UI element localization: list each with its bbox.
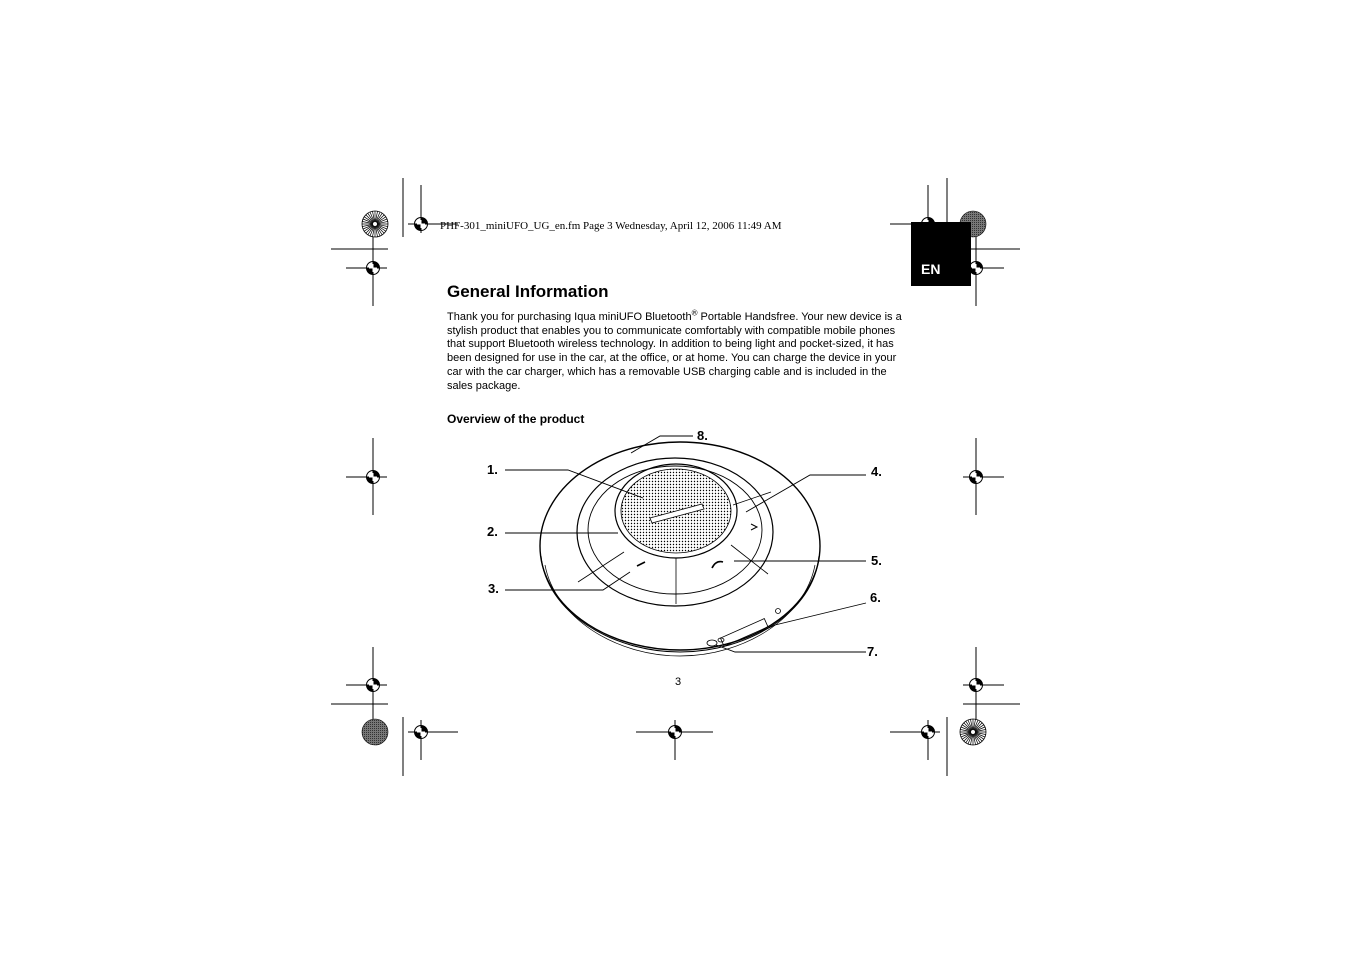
language-tab bbox=[911, 222, 971, 286]
document-slug: PHF-301_miniUFO_UG_en.fm Page 3 Wednesday, April 12, 2006 11:49 AM bbox=[440, 220, 782, 232]
callout-3: 3. bbox=[488, 581, 499, 596]
callout-7: 7. bbox=[867, 644, 878, 659]
intro-text-start: Thank you for purchasing Iqua miniUFO Bluetooth bbox=[447, 311, 692, 323]
callout-1: 1. bbox=[487, 462, 498, 477]
page-number: 3 bbox=[675, 676, 682, 688]
intro-text-rest: Portable Handsfree. Your new device is a stylish product that enables you to communicate comfortably with compatible mobile phones that support Bluetooth wireless technology. In addition to being light and pocket-sized, it has been designed for use in the car, at the office, or at home. You can charge the device in your car with the car charger, which has a removable USB charging cable and is included in the sales package. bbox=[447, 311, 902, 392]
intro-paragraph bbox=[447, 308, 909, 393]
callout-5: 5. bbox=[871, 553, 882, 568]
callout-4: 4. bbox=[871, 464, 882, 479]
star-target-top-left bbox=[362, 211, 388, 237]
overview-title: Overview of the product bbox=[447, 412, 585, 426]
star-target-bottom-right bbox=[960, 719, 986, 745]
section-title: General Information bbox=[447, 282, 609, 301]
language-tab-label: EN bbox=[921, 261, 941, 277]
callout-6: 6. bbox=[870, 590, 881, 605]
callout-2: 2. bbox=[487, 524, 498, 539]
grey-patch-bottom-left bbox=[362, 719, 388, 745]
registered-mark: ® bbox=[691, 308, 698, 318]
callout-8: 8. bbox=[697, 428, 708, 443]
